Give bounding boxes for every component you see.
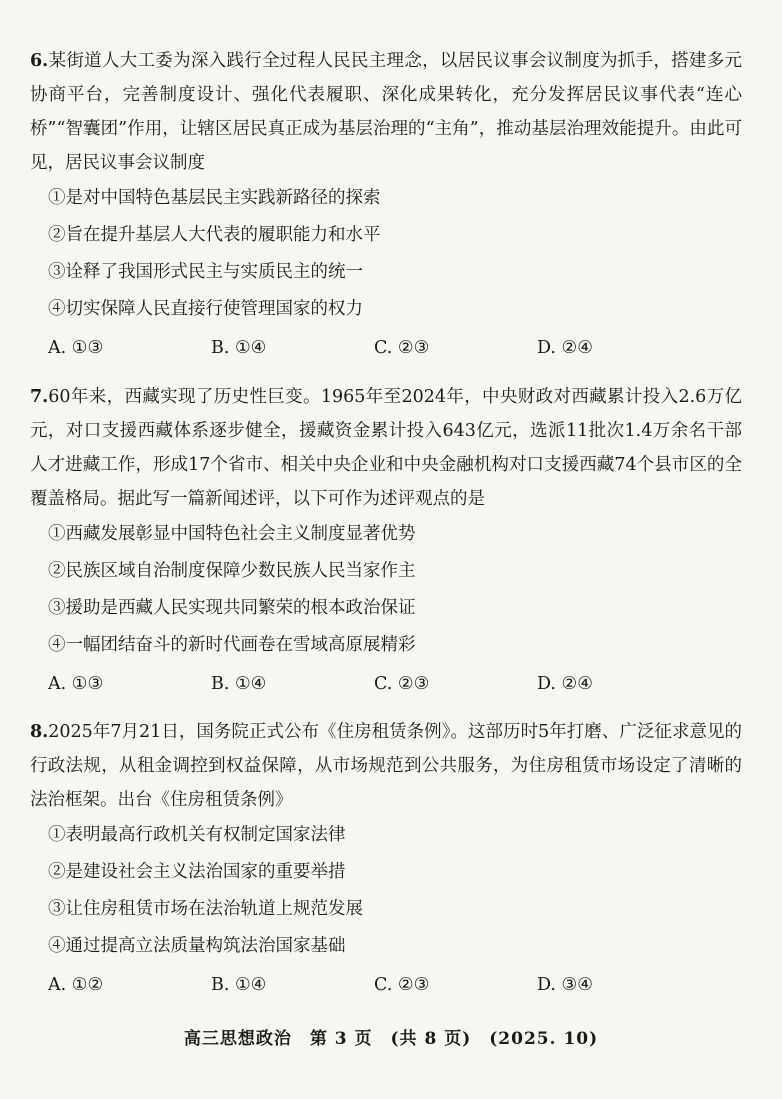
option-4: ④通过提高立法质量构筑法治国家基础	[48, 936, 346, 956]
question-stem: 7.60年来，西藏实现了历史性巨变。1965年至2024年，中央财政对西藏累计投入2.6万亿元，对口支援西藏体系逐步健全，援藏资金累计投入643亿元，选派11批次1.4万余名干部人才进藏工作，形成17个省市、相关中央企业和中央金融机构对口支援西藏74个县市区的全覆盖格局。据此写一篇新闻述评，以下可作为述评观点的是	[30, 387, 742, 509]
option-2: ②是建设社会主义法治国家的重要举措	[48, 862, 346, 882]
choice-b: B. ①④	[211, 975, 267, 995]
option-3: ③援助是西藏人民实现共同繁荣的根本政治保证	[48, 598, 416, 618]
option-3: ③让住房租赁市场在法治轨道上规范发展	[48, 899, 363, 919]
choice-a: A. ①③	[48, 674, 104, 694]
choice-c: C. ②③	[374, 674, 430, 694]
question-6	[30, 44, 742, 366]
choice-a: A. ①③	[48, 338, 104, 358]
question-stem: 8.2025年7月21日，国务院正式公布《住房租赁条例》。这部历时5年打磨、广泛征求意见的行政法规，从租金调控到权益保障，从市场规范到公共服务，为住房租赁市场设定了清晰的法治框架。出台《住房租赁条例》	[30, 722, 742, 810]
choice-d: D. ②④	[537, 674, 593, 694]
choice-d: D. ③④	[537, 975, 593, 995]
choice-a: A. ①②	[48, 975, 104, 995]
question-number: 6.	[30, 51, 49, 71]
option-2: ②旨在提升基层人大代表的履职能力和水平	[48, 225, 381, 245]
option-2: ②民族区域自治制度保障少数民族人民当家作主	[48, 561, 416, 581]
question-number: 8.	[30, 722, 49, 742]
choice-c: C. ②③	[374, 975, 430, 995]
option-3: ③诠释了我国形式民主与实质民主的统一	[48, 262, 363, 282]
question-stem: 6.某街道人大工委为深入践行全过程人民民主理念，以居民议事会议制度为抓手，搭建多元协商平台，完善制度设计、强化代表履职、深化成果转化，充分发挥居民议事代表“连心桥”“智囊团”作用，让辖区居民真正成为基层治理的“主角”，推动基层治理效能提升。由此可见，居民议事会议制度	[30, 51, 742, 173]
option-1: ①是对中国特色基层民主实践新路径的探索	[48, 188, 381, 208]
choice-d: D. ②④	[537, 338, 593, 358]
answer-choices	[30, 330, 742, 366]
option-4: ④一幅团结奋斗的新时代画卷在雪域高原展精彩	[48, 635, 416, 655]
option-4: ④切实保障人民直接行使管理国家的权力	[48, 299, 363, 319]
choice-b: B. ①④	[211, 338, 267, 358]
question-8	[30, 715, 742, 1003]
question-7	[30, 380, 742, 702]
option-1: ①表明最高行政机关有权制定国家法律	[48, 825, 346, 845]
answer-choices	[30, 666, 742, 702]
question-number: 7.	[30, 387, 49, 407]
option-1: ①西藏发展彰显中国特色社会主义制度显著优势	[48, 524, 416, 544]
choice-b: B. ①④	[211, 674, 267, 694]
page-footer: 高三思想政治 第 3 页 (共 8 页) (2025. 10)	[183, 1029, 599, 1049]
choice-c: C. ②③	[374, 338, 430, 358]
answer-choices	[30, 967, 742, 1003]
